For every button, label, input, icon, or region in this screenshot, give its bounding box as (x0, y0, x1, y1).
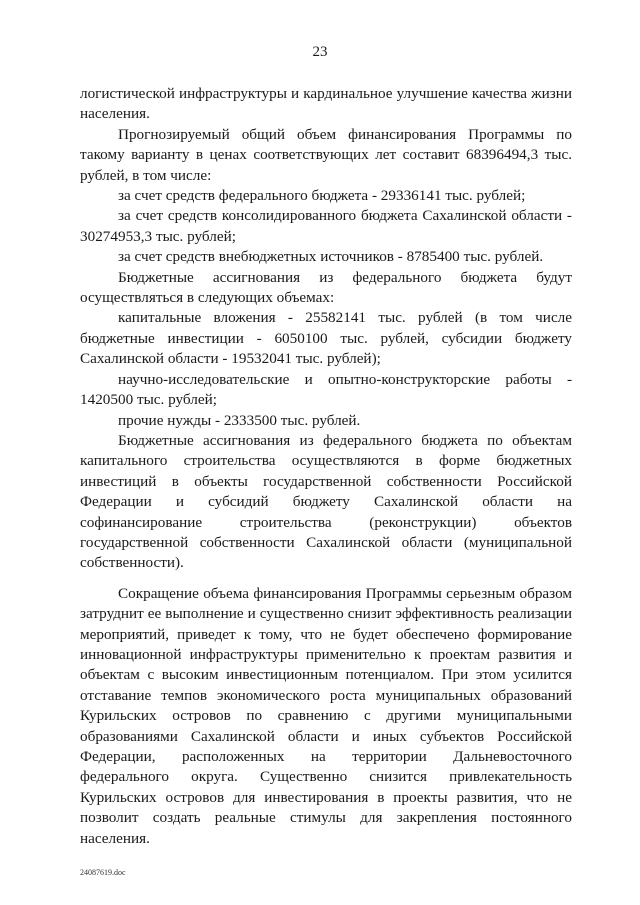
paragraph: Сокращение объема финансирования Программы серьезным образом затруднит ее выполнение и существенно снизит эффективность реализации мероприятий, приведет к тому, что не будет обеспечено формирование инновационной инфраструктуры применительно к проектам развития и объектам с высоким инвестиционным потенциалом. При этом усилится отставание темпов экономического роста муниципальных образований Курильских островов по сравнению с другими муниципальными образованиями Сахалинской области и иных субъектов Российской Федерации, расположенных на территории Дальневосточного федерального округа. Существенно снизится привлекательность Курильских островов для инвестирования в проекты развития, что не позволит создать реальные стимулы для закрепления постоянного населения. (80, 584, 572, 847)
page-number: 23 (312, 44, 328, 60)
paragraph: капитальные вложения - 25582141 тыс. рублей (в том числе бюджетные инвестиции - 6050100 тыс. рублей, субсидии бюджету Сахалинской области - 19532041 тыс. рублей); (80, 309, 572, 368)
paragraph: научно-исследовательские и опытно-конструкторские работы - 1420500 тыс. рублей; (80, 370, 572, 409)
paragraph: Бюджетные ассигнования из федерального бюджета будут осуществляться в следующих объемах: (80, 268, 572, 307)
paragraph: за счет средств внебюджетных источников - 8785400 тыс. рублей. (118, 248, 544, 266)
paragraph: за счет средств консолидированного бюджета Сахалинской области - 30274953,3 тыс. рублей; (80, 207, 572, 245)
paragraph: логистической инфраструктуры и кардинальное улучшение качества жизни населения. (80, 85, 572, 123)
paragraph: за счет средств федерального бюджета - 29336141 тыс. рублей; (118, 187, 526, 205)
paragraph: Прогнозируемый общий объем финансирования Программы по такому варианту в ценах соответствующих лет составит 68396494,3 тыс. рублей, в том числе: (80, 125, 572, 184)
paragraph: Бюджетные ассигнования из федерального бюджета по объектам капитального строительства осуществляются в форме бюджетных инвестиций в объекты государственной собственности Российской Федерации и субсидий бюджету Сахалинской области на софинансирование строительства (реконструкции) объектов государственной собственности Сахалинской области (муниципальной собственности). (80, 431, 572, 572)
footer-filename: 24087619.doc (80, 868, 126, 877)
paragraph: прочие нужды - 2333500 тыс. рублей. (118, 411, 361, 429)
document-body (80, 84, 572, 849)
